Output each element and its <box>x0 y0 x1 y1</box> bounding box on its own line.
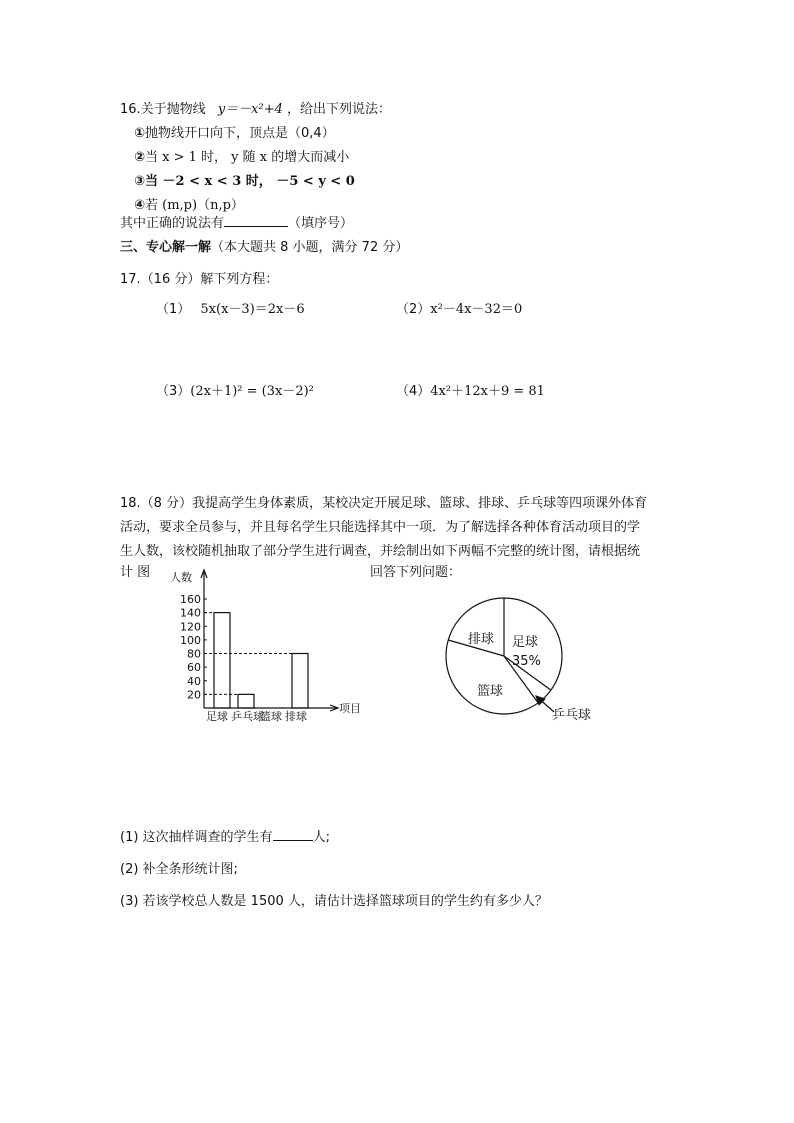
bar-0 <box>214 613 230 708</box>
q17-eq-2-text: x²－4x－32＝0 <box>430 302 523 317</box>
q17-eq-3 <box>156 380 314 399</box>
q18-sub-1 <box>120 826 330 845</box>
section-3-subtitle: （本大题共 8 小题，满分 72 分） <box>211 240 409 255</box>
q17-eq-1-label: （1） <box>156 302 191 317</box>
q17-eq-3-label: （3） <box>156 384 191 399</box>
q16-stem-suffix: ，给出下列说法： <box>287 102 392 117</box>
q16-item-3 <box>134 170 355 189</box>
bar-chart <box>160 564 370 724</box>
y-tick-label: 40 <box>187 674 201 688</box>
pie-chart <box>432 592 612 728</box>
q18-line-1: 18.（8 分）我提高学生身体素质，某校决定开展足球、篮球、排球、乒乓球等四项课外体育 <box>120 496 648 511</box>
q16-item-2 <box>134 146 349 165</box>
pie-label-basketball: 篮球 <box>477 684 504 699</box>
q16-stem-prefix: 16.关于抛物线 <box>120 102 206 117</box>
x-category-label: 足球 <box>206 710 228 723</box>
pie-label-volleyball: 排球 <box>468 632 495 647</box>
q17-eq-3-text: (2x＋1)² = (3x－2)² <box>190 384 314 399</box>
q17-stem: 17.（16 分）解下列方程： <box>120 272 279 287</box>
q18-sub-2: (2) 补全条形统计图; <box>120 862 238 877</box>
q16-item-1 <box>134 122 335 141</box>
q16-item-4-text: 若 (m,p)（n,p） <box>145 198 244 213</box>
q16-item-2-text: 当 x > 1 时， y 随 x 的增大而减小 <box>145 150 350 165</box>
q17-eq-1-text: 5x(x－3)＝2x－6 <box>200 302 305 317</box>
y-tick-label: 20 <box>187 688 201 702</box>
x-category-label: 乒乓球 <box>231 710 264 723</box>
q18-line-4-left: 计 图 <box>120 565 151 580</box>
section-3-header <box>120 236 408 255</box>
q17-eq-2-label: （2） <box>396 302 431 317</box>
q16-answer-blank[interactable] <box>224 226 288 227</box>
y-tick-label: 160 <box>180 593 201 606</box>
q17-eq-2 <box>396 298 522 317</box>
q16-item-4-num: ④ <box>134 198 146 213</box>
q16-answer-prefix: 其中正确的说法有 <box>120 216 225 231</box>
q16-item-2-num: ② <box>134 150 146 165</box>
q16-equation: y＝－x²+4 <box>217 102 283 117</box>
q16-answer-line <box>120 212 353 231</box>
x-category-label: 排球 <box>285 710 307 723</box>
pie-label-table-tennis: 乒乓球 <box>552 708 592 723</box>
pie-value-football: 35% <box>512 654 541 669</box>
q17-eq-4-label: （4） <box>396 384 431 399</box>
q18-sub-1-suffix: 人; <box>312 830 330 845</box>
q18-line-4-right: 回答下列问题： <box>370 565 462 580</box>
q17-eq-1 <box>156 298 305 317</box>
x-category-label: 篮球 <box>260 710 282 723</box>
q18-line-3: 生人数，该校随机抽取了部分学生进行调查，并绘制出如下两幅不完整的统计图，请根据统 <box>120 544 641 559</box>
y-tick-label: 80 <box>187 647 201 661</box>
y-tick-label: 100 <box>180 633 201 647</box>
y-tick-label: 140 <box>180 606 201 620</box>
q17-eq-4 <box>396 380 545 399</box>
q16-item-4 <box>134 194 244 213</box>
q16-answer-suffix: （填序号） <box>288 216 354 231</box>
q18-line-2: 活动，要求全员参与，并且每名学生只能选择其中一项．为了解选择各种体育活动项目的学 <box>120 520 641 535</box>
bar-1 <box>238 694 254 708</box>
q18-sub-3: (3) 若该学校总人数是 1500 人，请估计选择篮球项目的学生约有多少人？ <box>120 894 548 909</box>
section-3-title: 三、专心解一解 <box>120 240 212 255</box>
q16-item-1-text: 抛物线开口向下，顶点是（0,4） <box>145 126 335 141</box>
q18-sub-1-blank[interactable] <box>273 840 313 841</box>
x-axis-label: 项目 <box>339 702 361 715</box>
pie-label-football: 足球 <box>512 635 539 650</box>
bar-3 <box>292 654 308 709</box>
q16-item-1-num: ① <box>134 126 146 141</box>
q17-eq-4-text: 4x²＋12x＋9 = 81 <box>430 384 545 399</box>
q16-item-3-num: ③ <box>134 174 146 189</box>
q18-sub-1-prefix: (1) 这次抽样调查的学生有 <box>120 830 273 845</box>
y-axis-label: 人数 <box>170 571 192 584</box>
y-tick-label: 60 <box>187 661 201 675</box>
y-tick-label: 120 <box>180 620 201 634</box>
q16-stem <box>120 98 391 117</box>
q16-item-3-text: 当 －2 < x < 3 时， －5 < y < 0 <box>145 174 355 189</box>
